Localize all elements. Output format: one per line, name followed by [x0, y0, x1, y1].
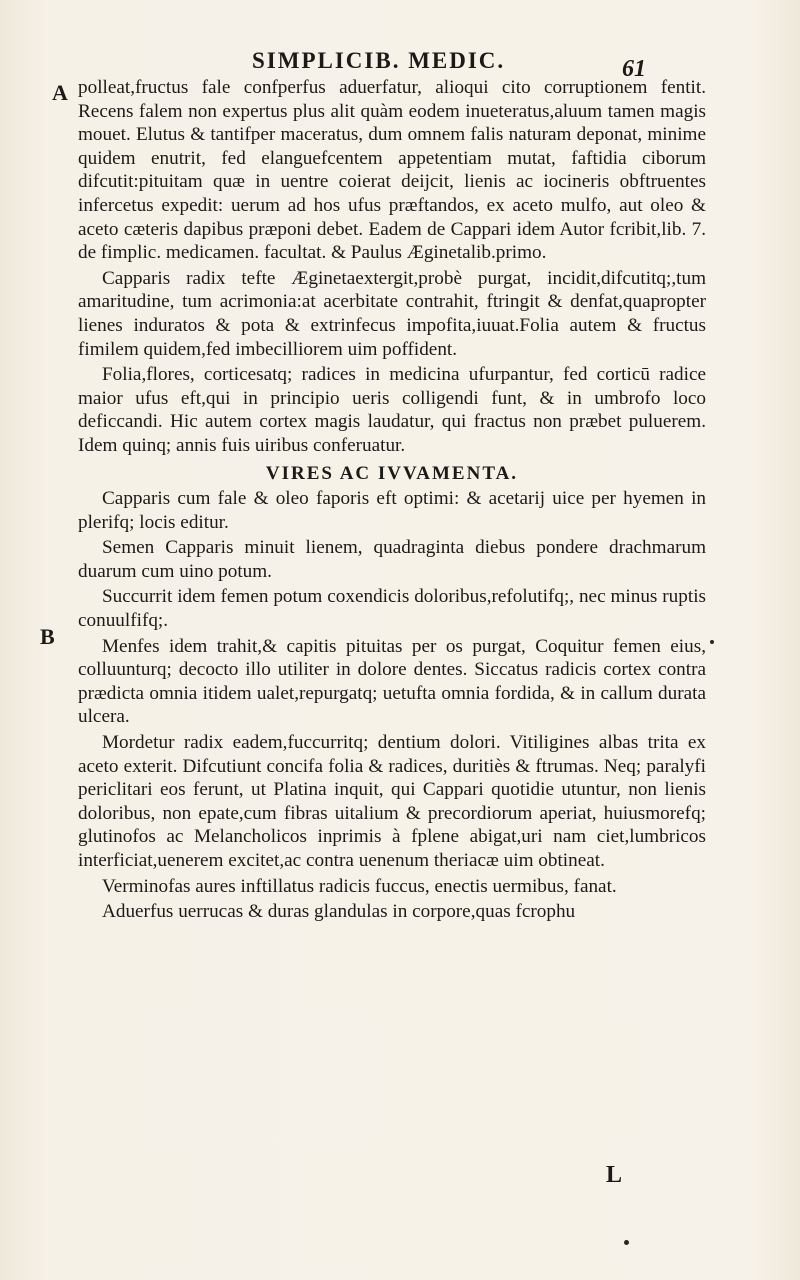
ink-speck: [710, 640, 714, 644]
paragraph-7: Menfes idem trahit,& capitis pituitas per os purgat, Coquitur femen eius, colluunturq; decocto illo utiliter in dolore dentes. Siccatus radicis cortex contra prædicta omnia itidem ualet,repurgatq; uetufta omnia fordida, & in callum durata ulcera.: [78, 635, 706, 728]
paragraph-9: Verminofas aures inftillatus radicis fuccus, enectis uermibus, fanat.: [102, 875, 617, 897]
page-number: 61: [622, 56, 646, 82]
paragraph-2: Capparis radix tefte Æginetaextergit,probè purgat, incidit,difcutitq;,tum amaritudine, tum acrimonia:at acerbitate contrahit, ftringit & denfat,quapropter lienes induratos & pota & extrinfecus impofita,iuuat.Folia autem & fructus fimilem quidem,fed imbecilliorem uim poffident.: [78, 267, 706, 360]
catchword: L: [606, 1162, 623, 1188]
paragraph-5: Semen Capparis minuit lienem, quadraginta diebus pondere drachmarum duarum cum uino potum.: [78, 537, 706, 582]
main-text: [78, 76, 706, 926]
paragraph-4: Capparis cum fale & oleo faporis eft optimi: & acetarij uice per hyemen in plerifq; locis editur.: [78, 488, 706, 533]
running-head: SIMPLICIB. MEDIC.: [252, 48, 506, 73]
paragraph-8: Mordetur radix eadem,fuccurritq; dentium dolori. Vitiligines albas trita ex aceto exterit. Difcutiunt concifa folia & radices, duritiès & ftrumas. Neq; paralyfi periclitari eos ferunt, ut Platina inquit, qui Cappari quotidie utuntur, non lienis doloribus, non epate,cum fibras uitalium & precordiorum aperiat, huiusmorefq; glutinofos ac Melancholicos inprimis à fplene abigat,uri nam ciet,lumbricos interficiat,uenerem excitet,ac contra uenenum theriacæ uim obtineat.: [78, 732, 706, 871]
section-heading: VIRES AC IVVAMENTA.: [265, 462, 519, 484]
margin-letter-a: A: [52, 80, 68, 105]
paragraph-1: polleat,fructus fale confperfus aduerfatur, alioqui cito corruptionem fentit. Recens falem non expertus plus alit quàm eodem inueteratus,aluum tamen magis mouet. Elutus & tantifper maceratus, dum omnem falis naturam deponat, minime quidem enutrit, fed elanguefcentem appetentiam mutat, faftidia ciborum difcutit:pituitam quæ in uentre coierat deijcit, lienis ac iocineris obftruentes infercetus expedit: uerum ad hos ufus præftandos, ex aceto mulfo, aut oleo & aceto cæteris dapibus præponi debet. Eadem de Cappari idem Autor fcribit,lib. 7. de fimplic. medicamen. facultat. & Paulus Æginetalib.primo.: [78, 77, 706, 264]
paragraph-6: Succurrit idem femen potum coxendicis doloribus,refolutifq;, nec minus ruptis conuulfifq;.: [78, 586, 706, 632]
margin-letter-b: B: [40, 624, 55, 649]
ink-speck: [624, 1240, 629, 1245]
paragraph-10: Aduerfus uerrucas & duras glandulas in corpore,quas fcrophu: [102, 901, 576, 923]
paragraph-3: Folia,flores, corticesatq; radices in medicina ufurpantur, fed corticū radice maior ufus eft,qui in principio ueris colligendi funt, & in umbrofo loco deficcandi. Hic autem cortex magis laudatur, qui fractus non præbet puluerem. Idem quinq; annis fuis uiribus conferuatur.: [78, 364, 706, 456]
